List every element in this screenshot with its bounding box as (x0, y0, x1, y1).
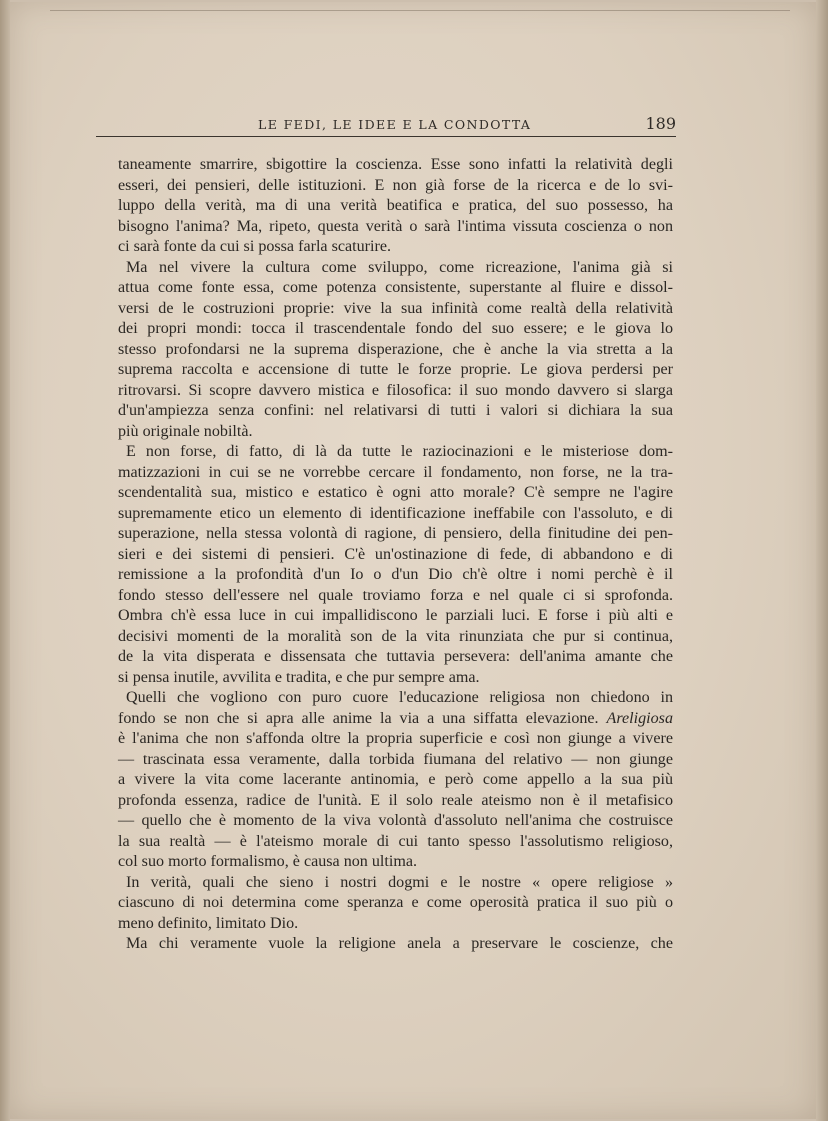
body-text (118, 155, 673, 955)
text-line: matizzazioni in cui se ne vorrebbe cercare il fondamento, non forse, ne la tra- (118, 463, 673, 481)
text-line: più originale nobiltà. (118, 422, 253, 440)
text-line: Ombra ch'è essa luce in cui impallidiscono le parziali luci. E forse i più alti e (118, 607, 673, 624)
text-line: remissione a la profondità d'un Io o d'un Dio ch'è oltre i nomi perchè è il (118, 566, 673, 583)
text-line: Ma chi veramente vuole la religione anela a preservare le coscienze, che (126, 935, 673, 952)
text-line: — trascinata essa veramente, dalla torbida fiumana del relativo — non giunge (118, 750, 673, 768)
text-line: d'un'ampiezza senza confini: nel relativarsi di tutti i valori si dichiara la sua (118, 402, 673, 419)
running-head: LE FEDI, LE IDEE E LA CONDOTTA (258, 117, 532, 132)
text-line: la sua realtà — è l'ateismo morale di cui tanto spesso l'assolutismo religioso, (118, 832, 673, 850)
text-line: supremamente etico un elemento di identificazione ineffabile con l'assoluto, e di (118, 504, 673, 522)
text-line: si pensa inutile, avvilita e tradita, e che pur sempre ama. (118, 668, 480, 686)
text-line: — quello che è momento de la viva volontà d'assoluto nell'anima che costruisce (118, 812, 673, 829)
text-line: ritrovarsi. Si scopre davvero mistica e filosofica: il suo mondo davvero si slarga (118, 381, 673, 399)
book-spine-shadow (0, 0, 10, 1121)
text-line: esseri, dei pensieri, delle istituzioni. E non già forse de la ricerca e de lo svi- (118, 176, 673, 194)
text-line: Quelli che vogliono con puro cuore l'educazione religiosa non chiedono in (126, 689, 673, 706)
page-edge (816, 0, 828, 1121)
text-line: fondo stesso dell'essere nel quale troviamo forza e nel quale ci si sprofonda. (118, 586, 673, 604)
text-line: sieri e dei sistemi di pensieri. C'è un'ostinazione di fede, di abbandono e di (118, 545, 673, 563)
text-line: taneamente smarrire, sbigottire la coscienza. Esse sono infatti la relatività degli (118, 156, 673, 173)
text-line: decisivi momenti de la moralità son de la vita rinunziata che pur si continua, (118, 627, 673, 645)
text-line: ci sarà fonte da cui si possa farla scaturire. (118, 238, 392, 255)
text-line: superazione, nella stessa volontà di ragione, di pensiero, della finitudine dei pen- (118, 525, 673, 542)
text-line: scendentalità sua, mistico e estatico è ogni atto morale? C'è sempre ne l'agire (118, 484, 673, 501)
text-line: Ma nel vivere la cultura come sviluppo, come ricreazione, l'anima già si (126, 258, 673, 276)
text-line: meno definito, limitato Dio. (118, 914, 299, 932)
top-edge-mark (50, 10, 790, 11)
text-line: E non forse, di fatto, di là da tutte le raziocinazioni e le misteriose dom- (126, 443, 673, 460)
page-number: 189 (645, 114, 676, 133)
text-line: col suo morto formalismo, è causa non ultima. (118, 853, 418, 870)
header-rule (96, 136, 676, 137)
text-line: In verità, quali che sieno i nostri dogmi e le nostre « opere religiose » (126, 873, 673, 891)
book-page (10, 2, 816, 1119)
text-line: versi de le costruzioni proprie: vive la sua infinità come realtà della relatività (118, 299, 673, 317)
text-line: bisogno l'anima? Ma, ripeto, questa verità o sarà l'intima vissuta coscienza o non (118, 217, 673, 235)
text-line: stesso profondarsi ne la suprema disperazione, che è anche la via stretta a la (118, 340, 673, 358)
text-line: suprema raccolta e accensione di tutte le forze proprie. Le giova perdersi per (118, 361, 673, 378)
text-line: profonda essenza, radice de l'unità. E il solo reale ateismo non è il metafisico (118, 791, 673, 809)
emphasis: Areligiosa (606, 709, 673, 727)
text-line: a vivere la vita come lacerante antinomia, e però come appello a la sua più (118, 771, 673, 788)
text-line: ciascuno di noi determina come speranza e come operosità pratica il suo più o (118, 894, 673, 911)
page-header (96, 114, 676, 138)
text-line: attua come fonte essa, come potenza consistente, superstante al fluire e dissol- (118, 279, 673, 296)
text-line: luppo della verità, ma di una verità beatifica e pratica, del suo possesso, ha (118, 197, 673, 214)
text-line: dei propri mondi: tocca il trascendentale fondo del suo essere; e le giova lo (118, 320, 673, 337)
text-line: fondo se non che si apra alle anime la via a una siffatta elevazione. Areligiosa (118, 709, 673, 727)
text-line: è l'anima che non s'affonda oltre la propria superficie e così non giunge a vivere (118, 730, 673, 747)
text-line: de la vita disperata e dissensata che tuttavia persevera: dell'anima amante che (118, 648, 673, 665)
